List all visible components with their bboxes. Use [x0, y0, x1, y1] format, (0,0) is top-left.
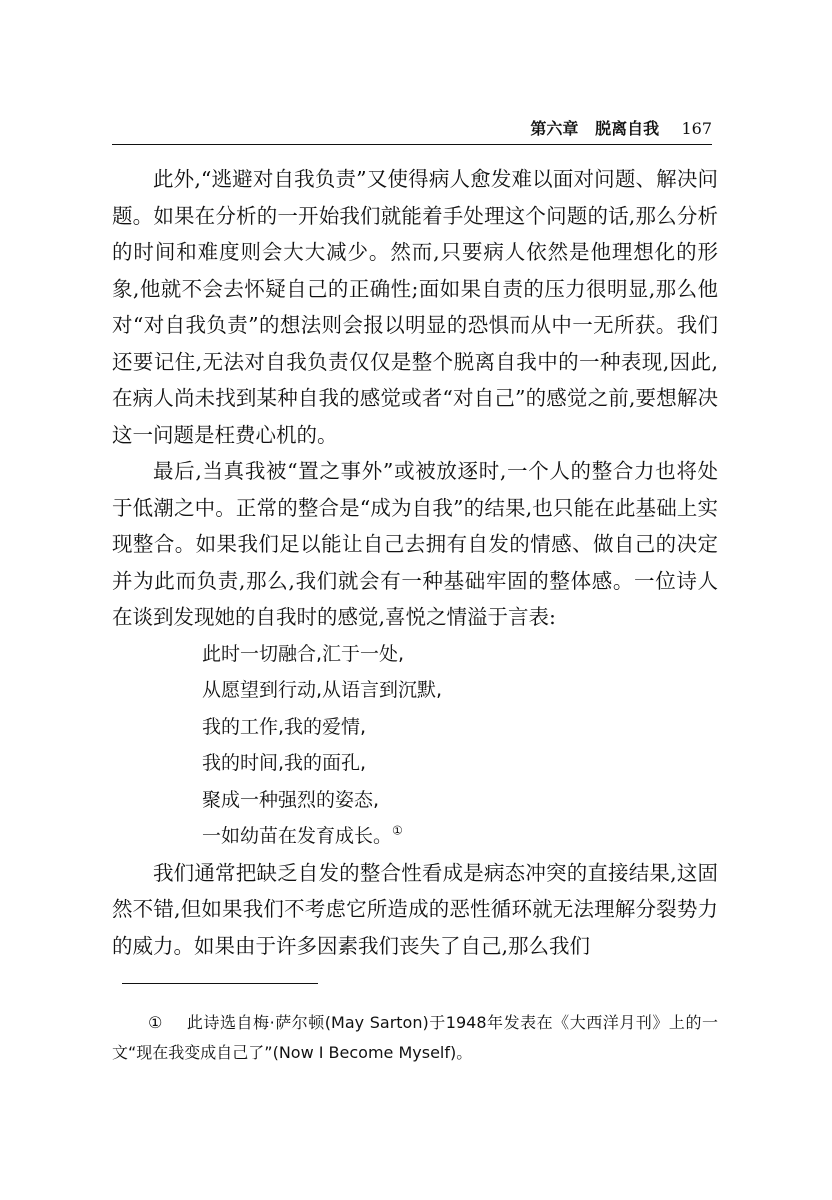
- poem-line: 我的时间,我的面孔,: [202, 752, 367, 774]
- poem-line: 我的工作,我的爱情,: [202, 715, 367, 738]
- paragraph-2: 最后,当真我被“置之事外”或被放逐时,一个人的整合力也将处于低潮之中。正常的整合是“成为自我”的结果,也只能在此基础上实现整合。如果我们足以能让自己去拥有自发的情感、做自己的决定并为此而负责,那么,我们就会有一种基础牢固的整体感。一位诗人在谈到发现她的自我时的感觉,喜悦之情溢于言表:: [112, 459, 718, 629]
- footnote-marker: ①: [392, 823, 403, 838]
- page-number: 167: [681, 119, 712, 138]
- footnote-rule: [122, 983, 318, 984]
- poem-line-text: 一如幼苗在发育成长。: [202, 825, 393, 847]
- header-rule: [112, 144, 712, 145]
- paragraph-1: 此外,“逃避对自我负责”又使得病人愈发难以面对问题、解决问题。如果在分析的一开始我们就能着手处理这个问题的话,那么分析的时间和难度则会大大减少。然而,只要病人依然是他理想化的形象,他就不会去怀疑自己的正确性;面如果自责的压力很明显,那么他对“对自我负责”的想法则会报以明显的恐惧而从中一无所获。我们还要记住,无法对自我负责仅仅是整个脱离自我中的一种表现,因此,在病人尚未找到某种自我的感觉或者“对自己”的感觉之前,要想解决这一问题是枉费心机的。: [112, 167, 718, 447]
- header-text: [530, 116, 712, 139]
- running-header: [112, 112, 712, 142]
- footnote-text: 此诗选自梅·萨尔顿(May Sarton)于1948年发表在《大西洋月刊》上的一文“现在我变成自己了”(Now I Become Myself)。: [112, 1013, 719, 1062]
- footnote: [112, 1008, 718, 1068]
- poem: [112, 636, 718, 855]
- chapter-title: 脱离自我: [595, 119, 660, 138]
- footnote-paragraph: [112, 1008, 718, 1068]
- main-text: [112, 161, 718, 964]
- poem-line-last: [202, 818, 718, 855]
- paragraph-3: 我们通常把缺乏自发的整合性看成是病态冲突的直接结果,这固然不错,但如果我们不考虑它所造成的恶性循环就无法理解分裂势力的威力。如果由于许多因素我们丧失了自己,那么我们: [112, 860, 718, 958]
- chapter-label: 第六章: [530, 119, 579, 138]
- poem-line: 从愿望到行动,从语言到沉默,: [202, 679, 443, 701]
- poem-line: 聚成一种强烈的姿态,: [202, 788, 380, 811]
- footnote-number: ①: [148, 1013, 163, 1032]
- poem-line: 此时一切融合,汇于一处,: [202, 642, 405, 665]
